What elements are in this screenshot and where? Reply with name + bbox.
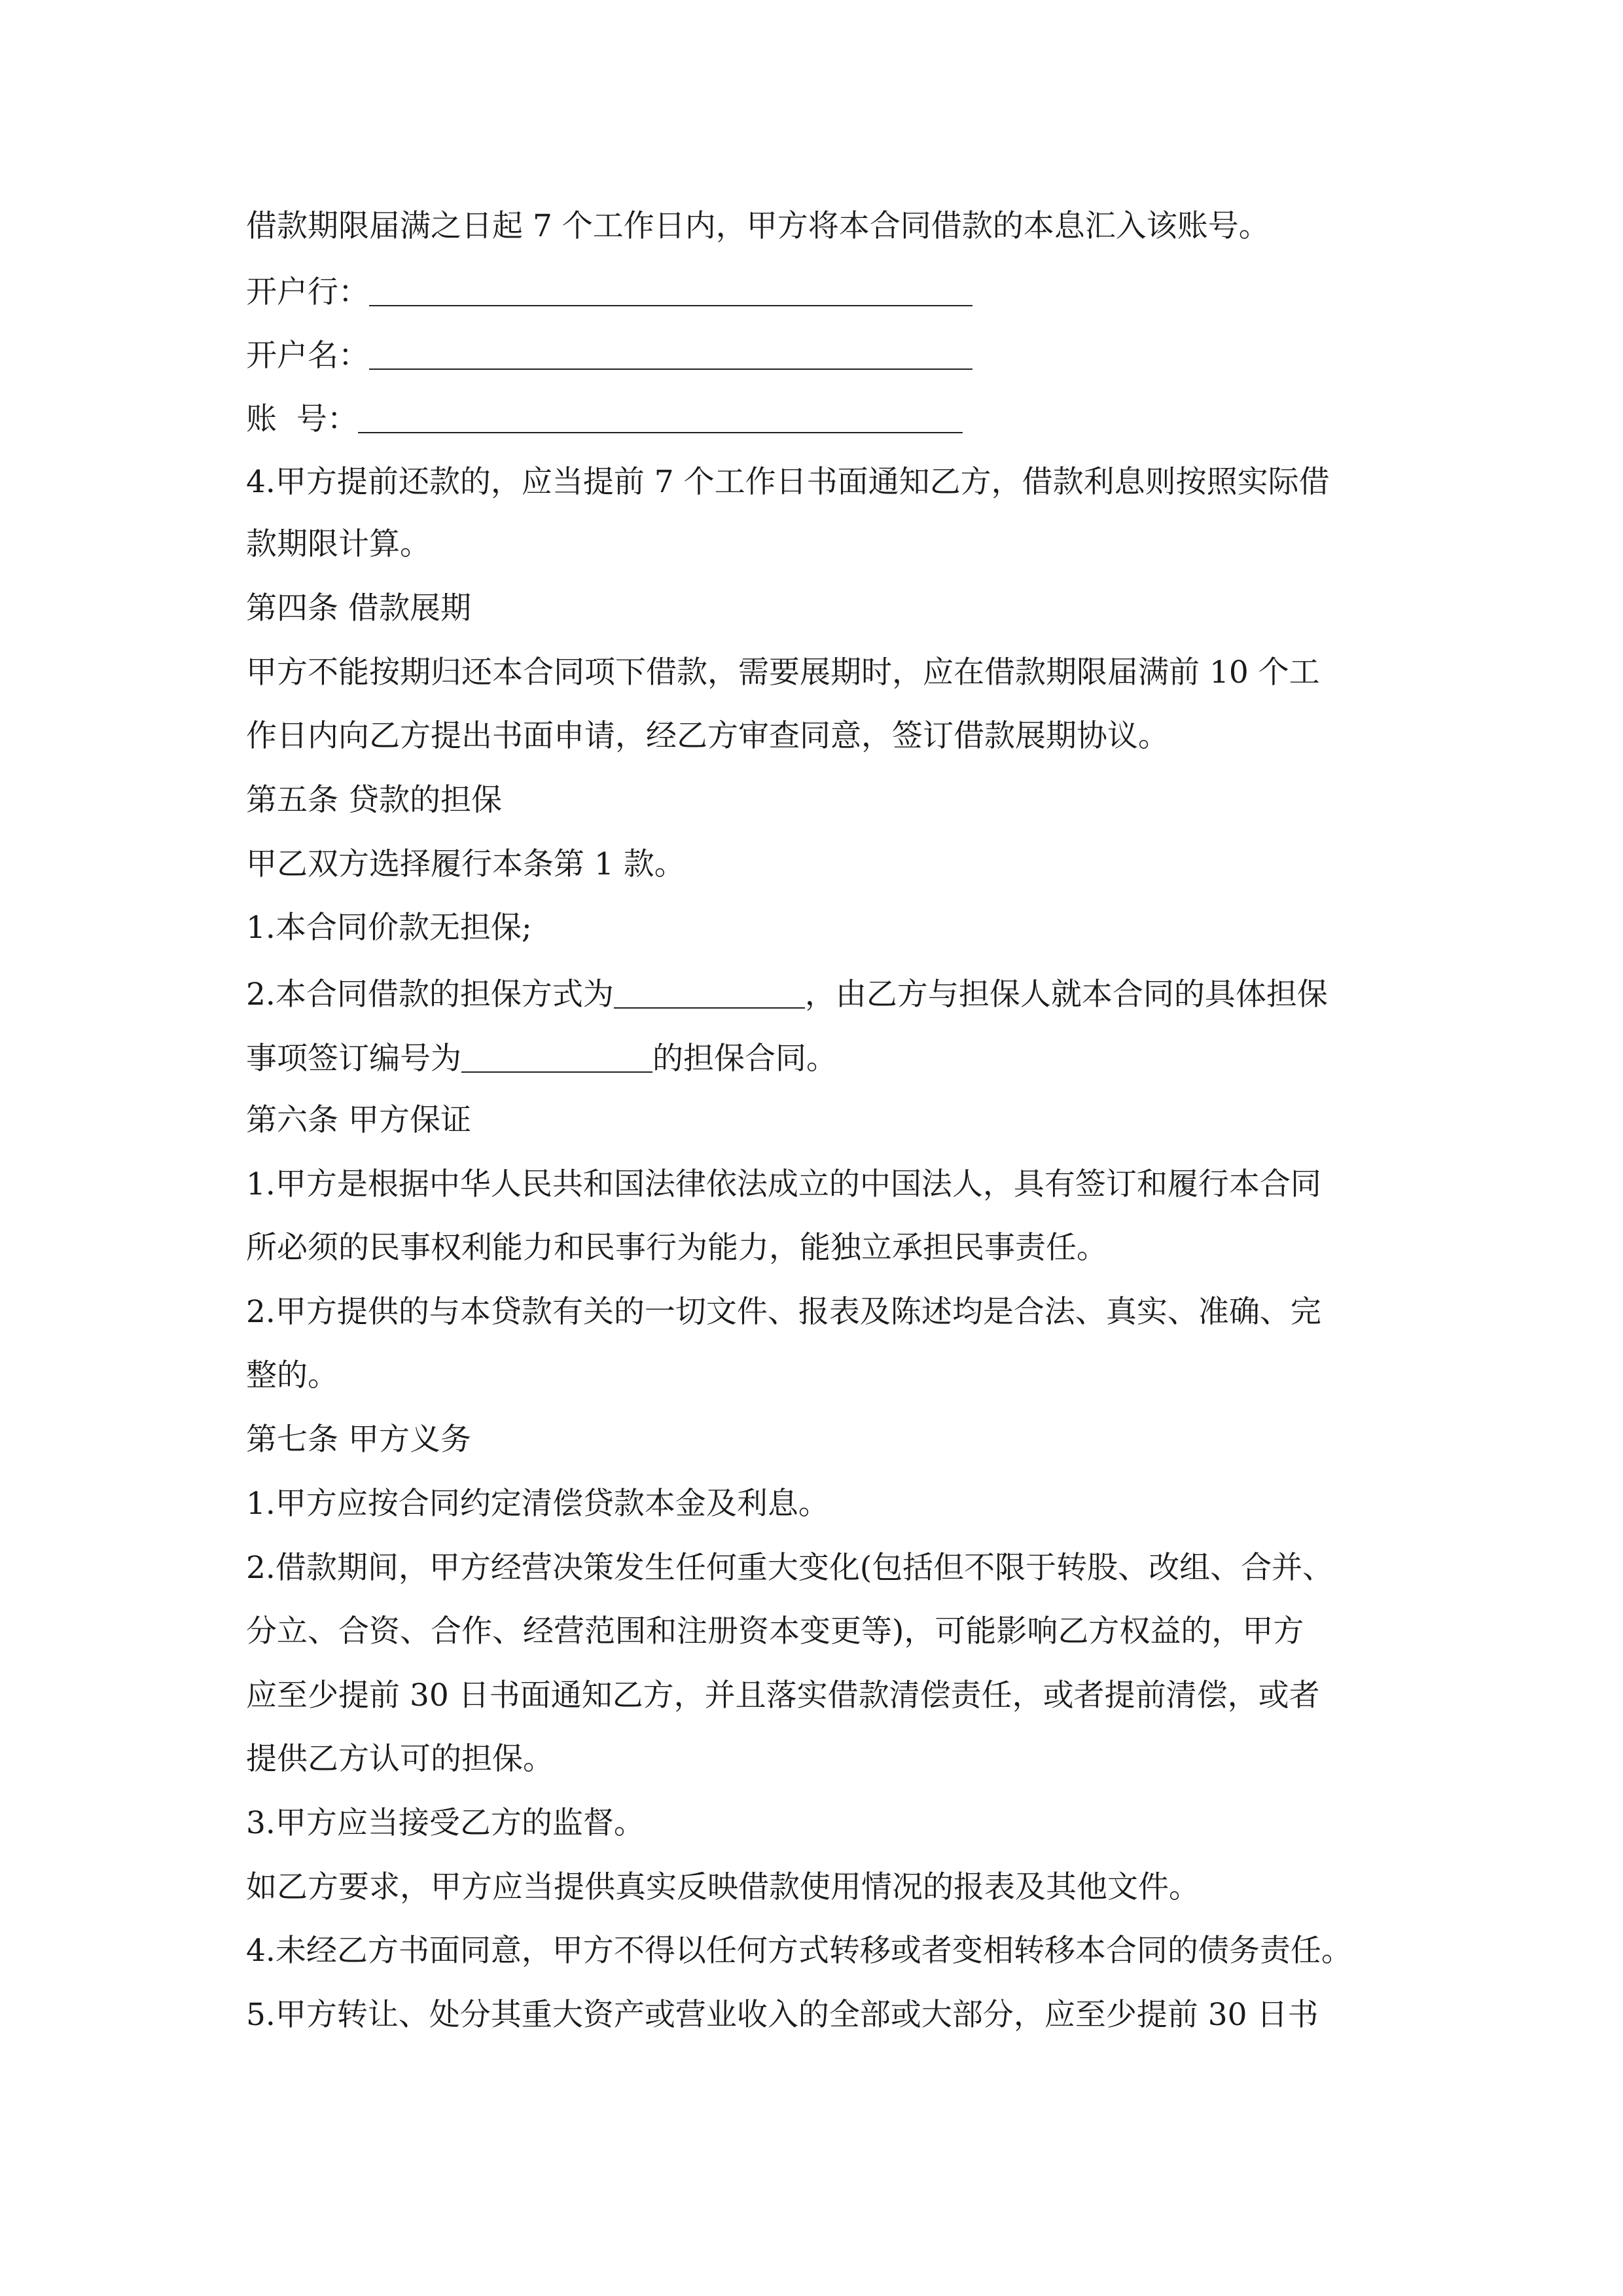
section-heading-5: 第五条 贷款的担保	[246, 782, 502, 818]
bank-blank[interactable]	[369, 274, 972, 306]
bank-field-row	[246, 270, 972, 312]
bank-label: 开户行：	[246, 274, 369, 310]
paragraph-line: 5.甲方转让、处分其重大资产或营业收入的全部或大部分，应至少提前 30 日书	[246, 1997, 1319, 2033]
guarantee-contract-row	[246, 1037, 837, 1079]
paragraph-line: 4.甲方提前还款的，应当提前 7 个工作日书面通知乙方，借款利息则按照实际借	[246, 464, 1330, 500]
paragraph-line: 如乙方要求，甲方应当提供真实反映借款使用情况的报表及其他文件。	[246, 1869, 1200, 1905]
contract-number-tail: 的担保合同。	[652, 1041, 837, 1077]
paragraph-line: 1.甲方应按合同约定清偿贷款本金及利息。	[246, 1486, 829, 1522]
paragraph-line: 甲方不能按期归还本合同项下借款，需要展期时，应在借款期限届满前 10 个工	[246, 655, 1320, 691]
guarantee-method-row	[246, 973, 1328, 1014]
guarantee-method-label: 2.本合同借款的担保方式为	[246, 977, 614, 1013]
section-heading-6: 第六条 甲方保证	[246, 1102, 471, 1138]
paragraph-line: 1.甲方是根据中华人民共和国法律依法成立的中国法人，具有签订和履行本合同	[246, 1166, 1321, 1202]
paragraph-line: 4.未经乙方书面同意，甲方不得以任何方式转移或者变相转移本合同的债务责任。	[246, 1933, 1352, 1969]
contract-number-blank[interactable]	[461, 1041, 652, 1073]
account-name-blank[interactable]	[369, 338, 972, 370]
section-heading-4: 第四条 借款展期	[246, 590, 471, 626]
paragraph-line: 整的。	[246, 1357, 338, 1393]
contract-number-label: 事项签订编号为	[246, 1041, 461, 1077]
paragraph-line: 所必须的民事权利能力和民事行为能力，能独立承担民事责任。	[246, 1230, 1107, 1266]
account-number-field-row	[246, 397, 963, 439]
account-name-label: 开户名：	[246, 338, 369, 374]
paragraph-line: 3.甲方应当接受乙方的监督。	[246, 1805, 645, 1841]
paragraph-line: 款期限计算。	[246, 526, 431, 562]
guarantee-method-tail: ，由乙方与担保人就本合同的具体担保	[804, 977, 1328, 1013]
paragraph-line: 2.甲方提供的与本贷款有关的一切文件、报表及陈述均是合法、真实、准确、完	[246, 1294, 1321, 1330]
paragraph-line: 借款期限届满之日起 7 个工作日内，甲方将本合同借款的本息汇入该账号。	[246, 208, 1270, 244]
paragraph-line: 2.借款期间，甲方经营决策发生任何重大变化(包括但不限于转股、改组、合并、	[246, 1550, 1334, 1586]
account-name-field-row	[246, 334, 972, 376]
account-number-label: 账 号：	[246, 401, 358, 437]
section-heading-7: 第七条 甲方义务	[246, 1422, 471, 1458]
account-number-blank[interactable]	[358, 401, 963, 433]
paragraph-line: 应至少提前 30 日书面通知乙方，并且落实借款清偿责任，或者提前清偿，或者	[246, 1677, 1320, 1713]
paragraph-line: 1.本合同价款无担保;	[246, 910, 532, 946]
paragraph-line: 提供乙方认可的担保。	[246, 1741, 554, 1777]
paragraph-line: 分立、合资、合作、经营范围和注册资本变更等)，可能影响乙方权益的，甲方	[246, 1613, 1304, 1649]
paragraph-line: 甲乙双方选择履行本条第 1 款。	[246, 846, 685, 882]
guarantee-method-blank[interactable]	[614, 977, 805, 1009]
paragraph-line: 作日内向乙方提出书面申请，经乙方审查同意，签订借款展期协议。	[246, 718, 1169, 754]
